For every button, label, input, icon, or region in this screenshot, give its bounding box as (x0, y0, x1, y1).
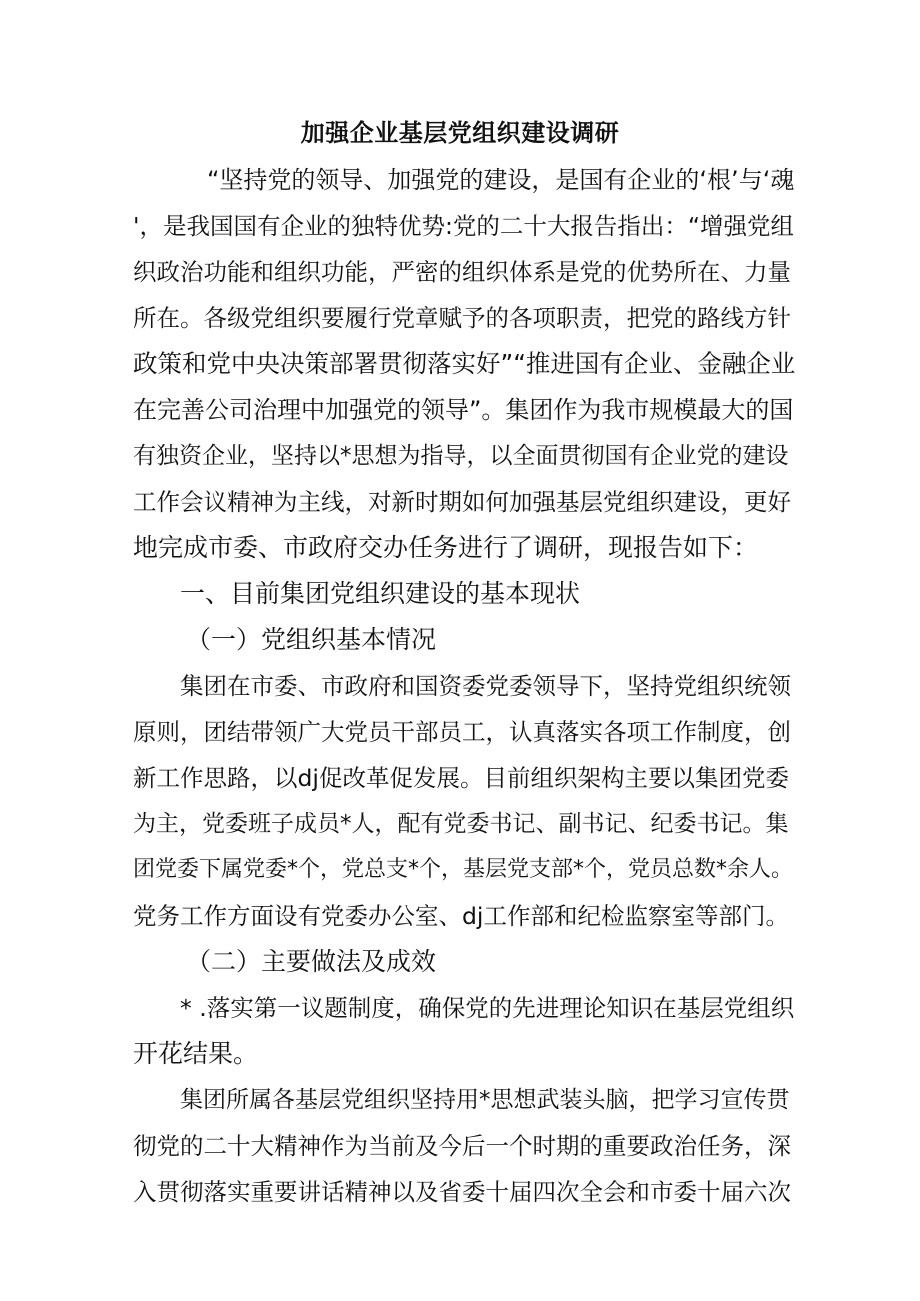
subsection-heading: （二）主要做法及成效 (186, 947, 437, 976)
paragraph-line: 集团所属各基层党组织坚持用*思想武装头脑，把学习宣传贯 (180, 1087, 790, 1113)
paragraph-line: 开花结果。 (133, 1039, 259, 1068)
paragraph-line: 原则，团结带领广大党员干部员工，认真落实各项工作制度，创 (133, 718, 791, 746)
paragraph-line: 为主，党委班子成员*人，配有党委书记、副书记、纪委书记。集 (133, 811, 789, 837)
paragraph-line: 工作会议精神为主线，对新时期如何加强基层党组织建设，更好 (133, 488, 791, 516)
paragraph-line: 入贯彻落实重要讲话精神以及省委十届四次全会和市委十届六次 (133, 1178, 791, 1206)
paragraph-line: 在完善公司治理中加强党的领导”。集团作为我市规模最大的国 (133, 396, 794, 424)
paragraph-line: “坚持党的领导、加强党的建设，是国有企业的‘根’与‘魂 (207, 166, 795, 194)
paragraph-line: 党务工作方面设有党委办公室、dj工作部和纪检监察室等部门。 (133, 902, 789, 930)
paragraph-line: * .落实第一议题制度，确保党的先进理论知识在基层党组织 (180, 994, 795, 1022)
section-heading: 一、目前集团党组织建设的基本现状 (180, 579, 581, 608)
paragraph-line: 彻党的二十大精神作为当前及今后一个时期的重要政治任务，深 (133, 1132, 791, 1160)
paragraph-line: 地完成市委、市政府交办任务进行了调研，现报告如下： (133, 533, 759, 562)
paragraph-line: 团党委下属党委*个，党总支*个，基层党支部*个，党员总数*余人。 (133, 857, 794, 882)
paragraph-line: 所在。各级党组织要履行党章赋予的各项职责，把党的路线方针 (133, 304, 791, 332)
paragraph-line: 集团在市委、市政府和国资委党委领导下，坚持党组织统领 (180, 672, 791, 700)
paragraph-line: 政策和党中央决策部署贯彻落实好”“推进国有企业、金融企业 (133, 349, 796, 378)
paragraph-line: 有独资企业，坚持以*思想为指导，以全面贯彻国有企业党的建设 (133, 443, 789, 469)
paragraph-line: '，是我国国有企业的独特优势:党的二十大报告指出：“增强党组 (133, 212, 795, 240)
paragraph-line: 新工作思路，以dj促改革促发展。目前组织架构主要以集团党委 (133, 764, 789, 792)
subsection-heading: （一）党组织基本情况 (186, 625, 437, 654)
document-title: 加强企业基层党组织建设调研 (300, 119, 620, 147)
paragraph-line: 织政治功能和组织功能，严密的组织体系是党的优势所在、力量 (133, 258, 791, 286)
